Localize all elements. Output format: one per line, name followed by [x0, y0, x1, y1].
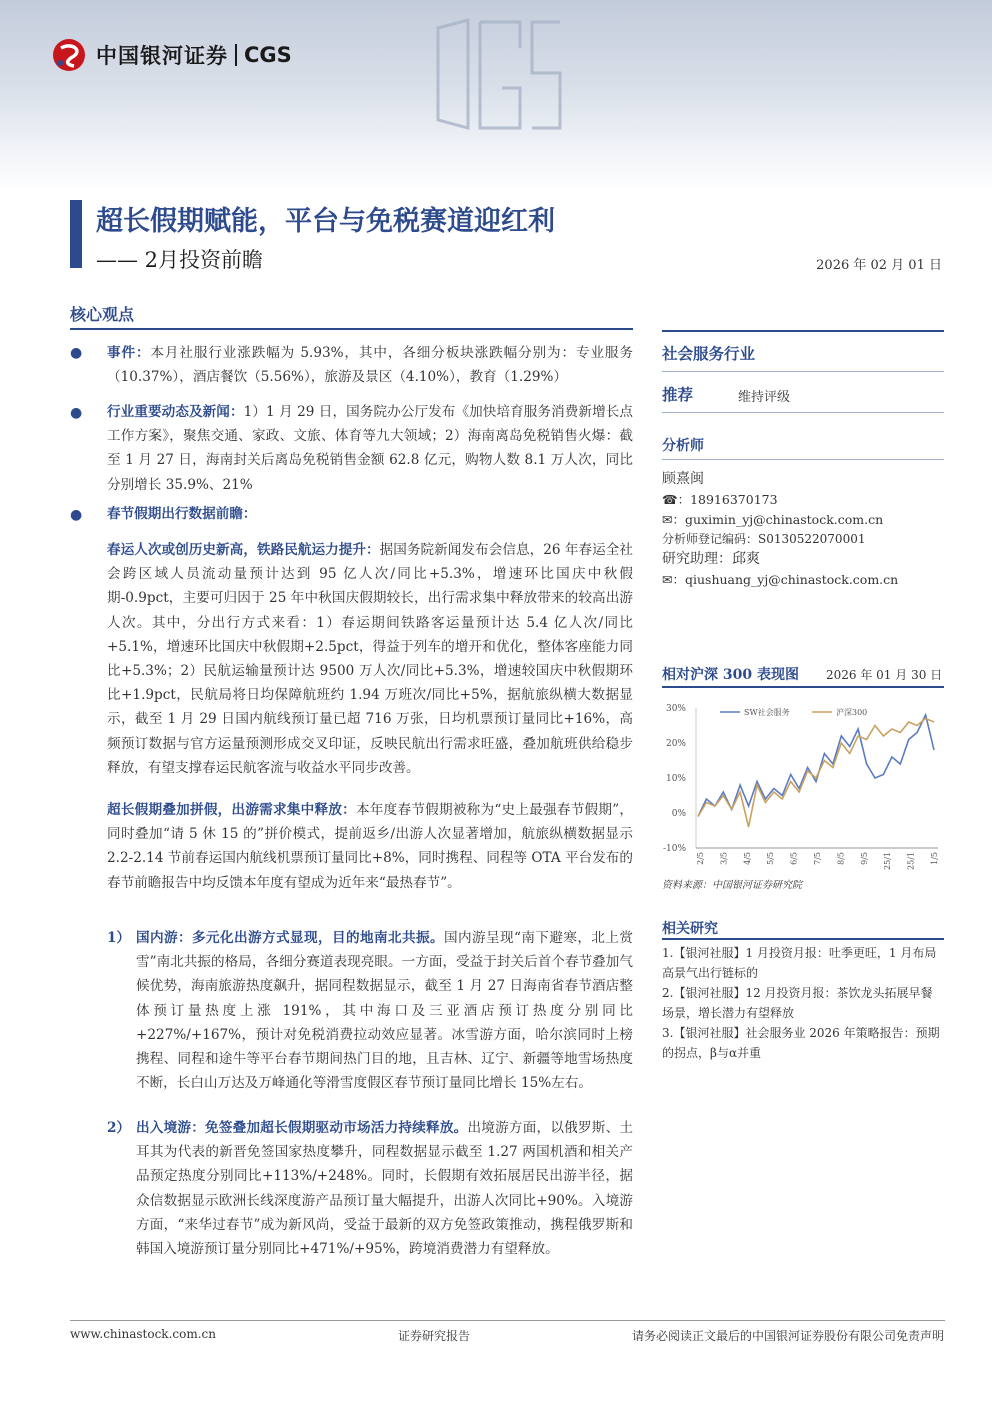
p2-label: 超长假期叠加拼假，出游需求集中释放：: [107, 802, 357, 818]
spring-paragraph-2: [107, 798, 633, 895]
p4-number: 2）: [107, 1120, 131, 1136]
y-tick-label: 0%: [671, 809, 686, 819]
x-tick-label: 25/1: [906, 852, 916, 870]
sidebar-divider: [662, 371, 944, 372]
x-tick-label: 3/5: [719, 852, 729, 865]
x-tick-label: 9/5: [859, 852, 869, 865]
chart-divider: [662, 686, 944, 688]
mail-icon: ✉：: [662, 572, 685, 587]
domestic-paragraph: [136, 926, 633, 1095]
p3-number: 1）: [107, 930, 131, 946]
footer-divider: [70, 1320, 945, 1321]
title-accent-bar: [70, 200, 82, 268]
news-text: 1）1 月 29 日，国务院办公厅发布《加快培育服务消费新增长点工作方案》，聚焦交通、家政、文旅、体育等九大领域；2）海南离岛免税销售火爆：截至 1 月 27 日，海南封关后离岛免税销售金额 62.8 亿元，购物人数 8.1 万人次，同比分别增长 35.9%、21%: [107, 404, 633, 493]
y-tick-label: -10%: [662, 844, 686, 854]
analyst-name: 顾熹闽: [662, 471, 704, 487]
spring-label: 春节假期出行数据前瞻：: [107, 506, 257, 522]
x-tick-label: 8/5: [836, 852, 846, 865]
chart-source: 资料来源：中国银河证券研究院: [662, 880, 802, 891]
related-item[interactable]: 1.【银河社服】1 月投资月报：吐季更旺，1 月布局高景气出行链标的: [662, 946, 937, 980]
legend-label: SW社会服务: [744, 708, 790, 717]
x-tick-label: 7/5: [813, 852, 822, 865]
p3-text: 国内游呈现“南下避寒，北上赏雪”南北共振的格局，各细分赛道表现亮眼。一方面，受益于封关后首个春节叠加气候优势，海南旅游热度飙升，据同程数据显示，截至 1 月 27 日海南省春节酒店整体预订量热度上涨 191%，其中海口及三亚酒店预订热度分别同比+227%/+167%，预计对免税消费拉动效应显著。冰雪游方面，哈尔滨同时上榜携程、同程和途牛等平台春节期间热门目的地，且吉林、辽宁、新疆等地雪场热度不断，长白山万达及万峰通化等滑雪度假区春节预订量同比增长 15%左右。: [136, 930, 633, 1092]
p2-text: 本年度春节假期被称为“史上最强春节假期”，同时叠加“请 5 休 15 的”拼价模式，提前返乡/出游人次显著增加，航旅纵横数据显示 2.2-2.14 节前春运国内航线机票预订量同比+8%，同时携程、同程等 OTA 平台发布的春节前瞻报告中均反馈本年度有望成为近年来“最热春节”。: [107, 802, 633, 891]
x-tick-label: 1/5: [930, 852, 939, 865]
bullet-dot: ●: [70, 405, 83, 421]
bullet-dot: ●: [70, 507, 83, 523]
p4-text: 出境游方面，以俄罗斯、土耳其为代表的新晋免签国家热度攀升，同程数据显示截至 1.27 两国机酒和相关产品预定热度分别同比+113%/+248%。同时，长假期有效拓展居民出游半径，据众信数据显示欧洲长线深度游产品预订量大幅提升，出游人次同比+90%。入境游方面，“来华过春节”成为新风尚，受益于最新的双方免签政策推动，携程俄罗斯和韩国入境游预订量分别同比+471%/+95%，跨境消费潜力有望释放。: [136, 1120, 634, 1258]
rating-value: 维持评级: [738, 390, 791, 405]
spring-heading: [107, 502, 633, 526]
industry-name: 社会服务行业: [662, 344, 756, 363]
core-heading: 核心观点: [70, 305, 135, 324]
analyst-registration: 分析师登记编码：S0130522070001: [662, 532, 866, 546]
report-subtitle: —— 2月投资前瞻: [96, 248, 264, 272]
assistant-email: ✉：qiushuang_yj@chinastock.com.cn: [662, 572, 899, 587]
footer-disclaimer: 请务必阅读正文最后的中国银河证券股份有限公司免责声明: [631, 1329, 944, 1343]
x-tick-label: 4/5: [742, 852, 752, 865]
x-tick-label: 2/5: [696, 852, 705, 865]
p1-text: 据国务院新闻发布会信息，26 年春运全社会跨区域人员流动量预计达到 95 亿人次/同比+5.3%，增速环比国庆中秋假期-0.9pct，主要可归因于 25 年中秋国庆假期较长，出行需求集中释放带来的较高出游人次。其中，分出行方式来看：1）春运期间铁路客运量预计达 5.4 亿人次/同比+5.1%，增速环比国庆中秋假期+2.5pct，得益于列车的增开和优化，整体客座能力同比+5.3%；2）民航运输量预计达 9500 万人次/同比+5.3%，增速较国庆中秋假期环比+1.9pct，民航局将日均保障航班约 1.94 万班次/同比+5%，据航旅纵横大数据显示，截至 1 月 29 日国内航线预订量已超 716 万张，日均机票预订量同比+16%，高频预订数据与官方运量预测形成交叉印证，反映民航出行需求旺盛，叠加航班供给稳步释放，有望支撑春运民航客流与收益水平同步改善。: [107, 542, 633, 776]
news-paragraph: [107, 400, 633, 497]
related-heading: 相关研究: [662, 921, 718, 937]
spring-paragraph-1: [107, 538, 633, 780]
outbound-paragraph: [136, 1116, 633, 1261]
chart-heading: 相对沪深 300 表现图: [662, 667, 799, 683]
rating-label: 推荐: [662, 385, 694, 404]
x-tick-label: 6/5: [789, 852, 799, 865]
analyst-email: ✉：guximin_yj@chinastock.com.cn: [662, 512, 884, 527]
sidebar-divider: [662, 412, 944, 413]
related-divider: [662, 938, 944, 940]
footer-center: 证券研究报告: [398, 1329, 471, 1343]
sidebar-divider: [662, 459, 944, 460]
p1-label: 春运人次或创历史新高，铁路民航运力提升：: [107, 542, 380, 558]
assistant-name: 研究助理：邱爽: [662, 551, 760, 567]
news-label: 行业重要动态及新闻：: [107, 404, 244, 420]
core-divider: [70, 328, 633, 330]
y-tick-label: 30%: [665, 704, 686, 714]
related-item[interactable]: 3.【银河社服】社会服务业 2026 年策略报告：预期的拐点，β与α并重: [662, 1026, 940, 1060]
footer-url[interactable]: www.chinastock.com.cn: [70, 1327, 216, 1341]
x-tick-label: 5/5: [766, 852, 776, 865]
phone-icon: ☎：: [662, 492, 691, 507]
y-tick-label: 20%: [665, 739, 686, 749]
cgs-logo-icon: [52, 38, 86, 72]
series-line-hs300: [698, 719, 934, 828]
event-paragraph: [107, 341, 633, 389]
sidebar-top-divider: [662, 330, 944, 332]
analyst-phone: ☎：18916370173: [662, 492, 778, 507]
x-tick-label: 25/1: [883, 852, 893, 870]
brand-name-cn: 中国银河证券: [96, 44, 228, 68]
brand-divider: [235, 44, 237, 66]
p3-label: 国内游：多元化出游方式显现，目的地南北共振。: [136, 930, 445, 946]
performance-chart: [662, 696, 944, 874]
mail-icon: ✉：: [662, 512, 685, 527]
chart-date: 2026 年 01 月 30 日: [826, 668, 943, 682]
legend-label: 沪深300: [836, 708, 868, 717]
brand-name-en: CGS: [244, 43, 292, 67]
report-date: 2026 年 02 月 01 日: [816, 258, 942, 273]
cgs-watermark-icon: [430, 18, 570, 133]
y-tick-label: 10%: [665, 774, 686, 784]
p4-label: 出入境游：免签叠加超长假期驱动市场活力持续释放。: [136, 1120, 468, 1136]
event-label: 事件：: [107, 345, 151, 361]
related-item[interactable]: 2.【银河社服】12 月投资月报：茶饮龙头拓展早餐场景，增长潜力有望释放: [662, 986, 933, 1020]
bullet-dot: ●: [70, 345, 83, 361]
event-text: 本月社服行业涨跌幅为 5.93%，其中，各细分板块涨跌幅分别为：专业服务（10.37%），酒店餐饮（5.56%），旅游及景区（4.10%），教育（1.29%）: [107, 345, 633, 386]
analyst-heading: 分析师: [662, 438, 704, 454]
series-line-sw: [698, 715, 934, 817]
report-title: 超长假期赋能，平台与免税赛道迎红利: [96, 206, 555, 237]
brand-logo: [52, 38, 292, 72]
